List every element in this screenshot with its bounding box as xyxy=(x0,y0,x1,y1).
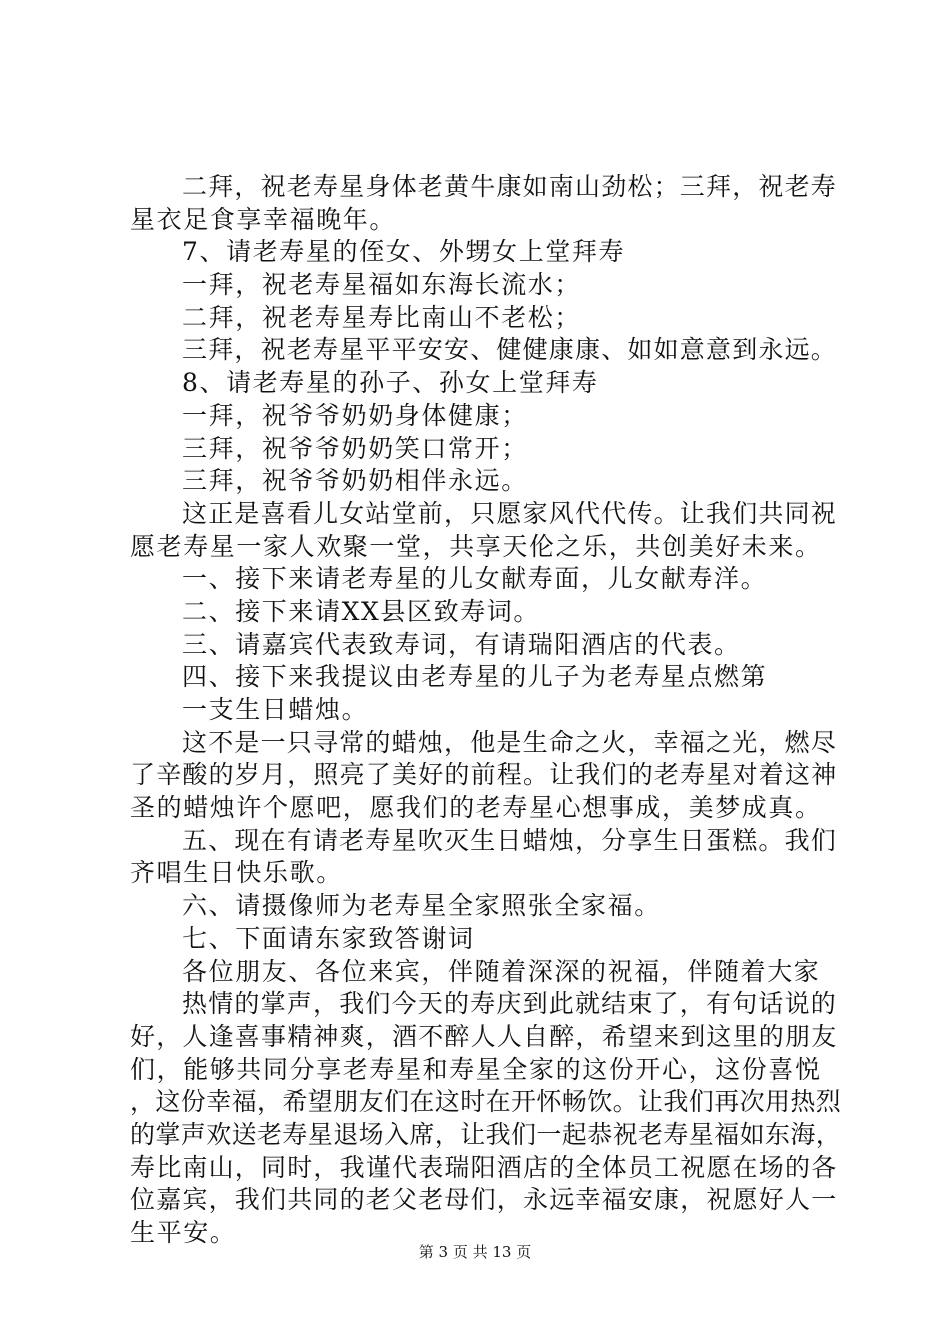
text-line: 寿比南山，同时，我谨代表瑞阳酒店的全体员工祝愿在场的各 xyxy=(130,1152,838,1182)
text-line: 这正是喜看儿女站堂前，只愿家风代代传。让我们共同祝 xyxy=(182,498,838,528)
text-line: ，这份幸福，希望朋友们在这时在开怀畅饮。让我们再次用热烈 xyxy=(130,1087,842,1117)
text-line: 8、请老寿星的孙子、孙女上堂拜寿 xyxy=(182,368,599,398)
text-line: 各位朋友、各位来宾，伴随着深深的祝福，伴随着大家 xyxy=(182,956,821,986)
text-line: 的掌声欢送老寿星退场入席，让我们一起恭祝老寿星福如东海， xyxy=(130,1119,842,1149)
text-line: 二、接下来请XX县区致寿词。 xyxy=(182,596,540,626)
text-line: 愿老寿星一家人欢聚一堂，共享天伦之乐，共创美好未来。 xyxy=(130,531,822,561)
text-line: 这不是一只寻常的蜡烛，他是生命之火，幸福之光，燃尽 xyxy=(182,727,838,757)
text-line: 星衣足食享幸福晚年。 xyxy=(130,204,397,234)
text-line: 一拜，祝老寿星福如东海长流水； xyxy=(182,270,582,300)
text-line: 六、请摄像师为老寿星全家照张全家福。 xyxy=(182,891,661,921)
page-footer: 第 3 页 共 13 页 xyxy=(418,1243,532,1261)
text-line: 一支生日蜡烛。 xyxy=(182,695,369,724)
text-line: 一拜，祝爷爷奶奶身体健康； xyxy=(182,400,528,430)
text-line: 三、请嘉宾代表致寿词，有请瑞阳酒店的代表。 xyxy=(182,629,741,659)
text-line: 生平安。 xyxy=(130,1218,237,1247)
text-line: 了辛酸的岁月，照亮了美好的前程。让我们的老寿星对着这神 xyxy=(130,760,838,790)
text-line: 二拜，祝老寿星寿比南山不老松； xyxy=(182,302,582,332)
text-line: 圣的蜡烛许个愿吧，愿我们的老寿星心想事成，美梦成真。 xyxy=(130,793,822,823)
text-line: 五、现在有请老寿星吹灭生日蜡烛，分享生日蛋糕。我们 xyxy=(182,825,838,855)
text-line: 好，人逢喜事精神爽，酒不醉人人自醉，希望来到这里的朋友 xyxy=(130,1021,838,1051)
text-line: 7、请老寿星的侄女、外甥女上堂拜寿 xyxy=(182,237,626,267)
document-body xyxy=(130,171,840,1250)
text-line: 位嘉宾，我们共同的老父老母们，永远幸福安康，祝愿好人一 xyxy=(130,1185,838,1215)
text-line: 一、接下来请老寿星的儿女献寿面，儿女献寿洋。 xyxy=(182,564,768,594)
text-line: 们，能够共同分享老寿星和寿星全家的这份开心，这份喜悦 xyxy=(130,1054,822,1084)
text-line: 二拜，祝老寿星身体老黄牛康如南山劲松；三拜，祝老寿 xyxy=(182,172,838,201)
text-line: 七、下面请东家致答谢词 xyxy=(182,923,475,953)
text-line: 四、接下来我提议由老寿星的儿子为老寿星点燃第 xyxy=(182,662,768,692)
text-line: 三拜，祝爷爷奶奶笑口常开； xyxy=(182,433,528,463)
text-line: 三拜，祝老寿星平平安安、健健康康、如如意意到永远。 xyxy=(182,335,838,365)
text-line: 齐唱生日快乐歌。 xyxy=(130,858,343,888)
text-line: 热情的掌声，我们今天的寿庆到此就结束了，有句话说的 xyxy=(182,989,838,1019)
text-line: 三拜，祝爷爷奶奶相伴永远。 xyxy=(182,466,528,496)
